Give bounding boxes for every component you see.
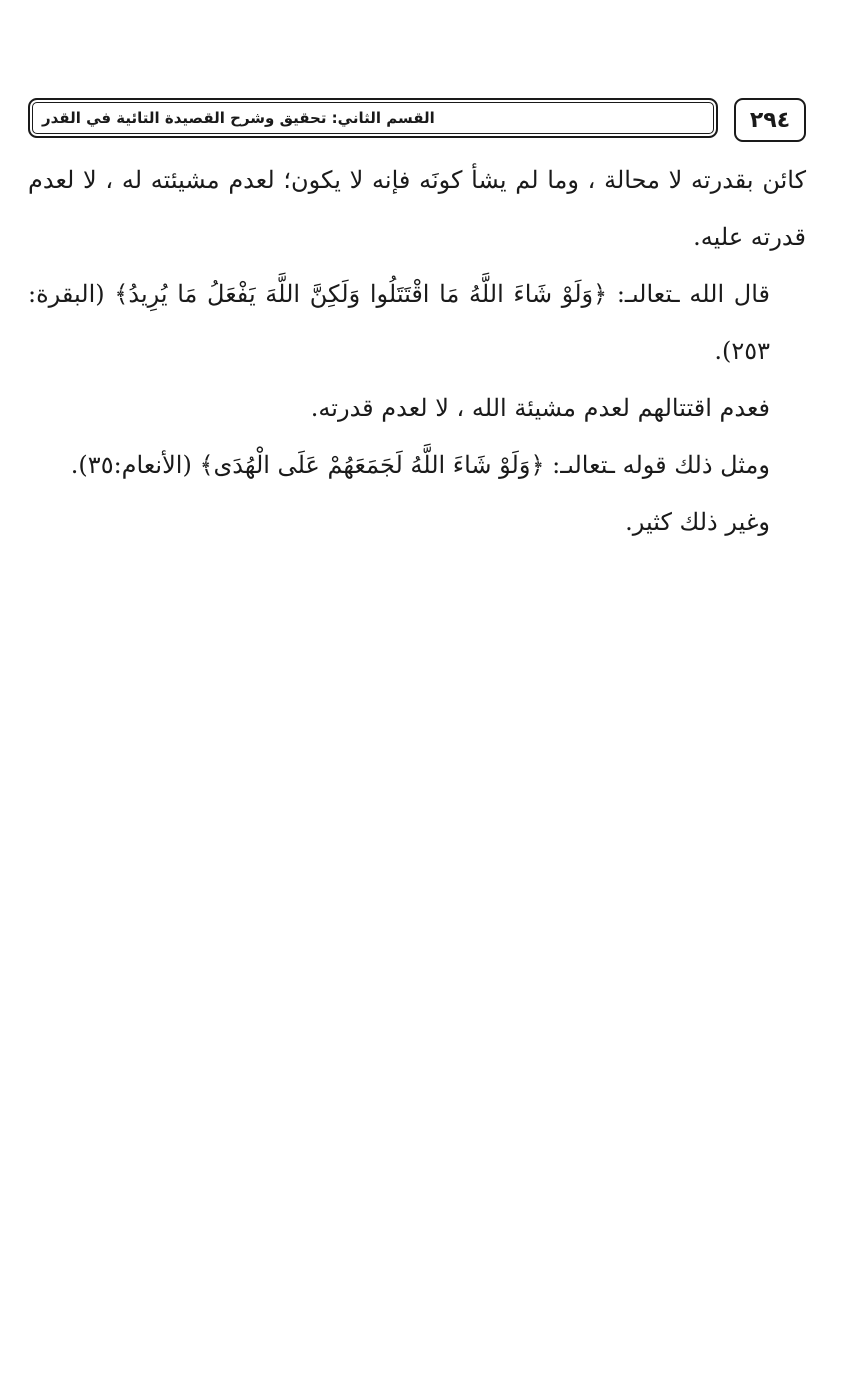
paragraph-2: قال الله ـتعالىـ: ﴿وَلَوْ شَاءَ اللَّهُ مَا اقْتَتَلُوا وَلَكِنَّ اللَّهَ يَفْعَلُ مَا يُرِيدُ﴾ (البقرة: ٢٥٣). [28, 280, 770, 365]
paragraph-1: كائن بقدرته لا محالة ، وما لم يشأ كونَه فإنه لا يكون؛ لعدم مشيئته له ، لا لعدم قدرته عليه. [28, 166, 807, 251]
paragraph-4: ومثل ذلك قوله ـتعالىـ: ﴿وَلَوْ شَاءَ اللَّهُ لَجَمَعَهُمْ عَلَى الْهُدَى﴾ (الأنعام:٣٥). [70, 451, 770, 479]
paragraph-5: وغير ذلك كثير. [625, 508, 770, 536]
running-title: القسم الثاني: تحقيق وشرح القصيدة التائية في القدر [42, 109, 435, 127]
page-number-box [734, 98, 806, 142]
running-header [28, 98, 806, 142]
page-body [28, 152, 806, 551]
running-title-box [28, 98, 718, 138]
page-number: ٢٩٤ [749, 107, 791, 133]
paragraph-3: فعدم اقتتالهم لعدم مشيئة الله ، لا لعدم قدرته. [310, 394, 770, 422]
